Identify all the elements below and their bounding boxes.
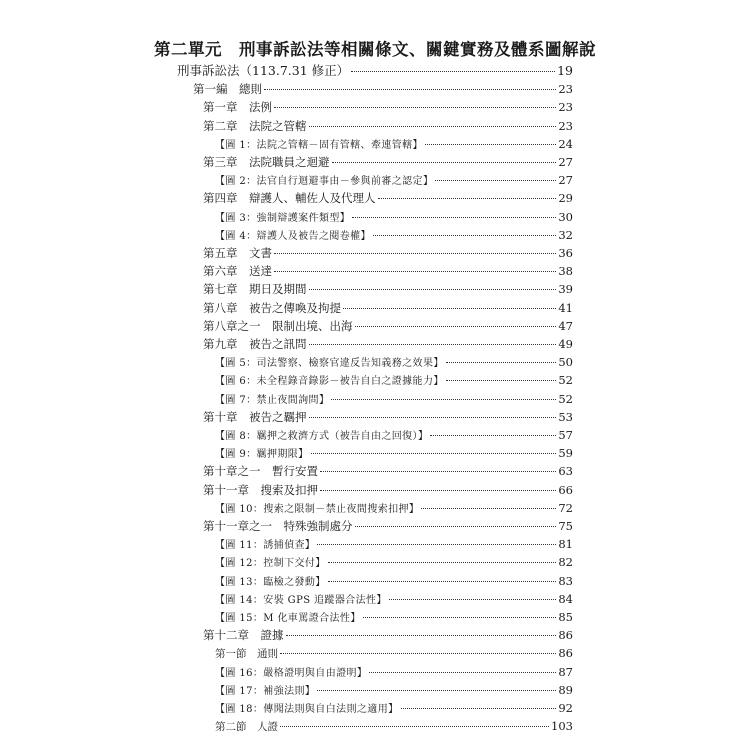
- toc-entry-title: 第二章 法院之管轄: [203, 118, 307, 133]
- toc-entry: [203, 408, 573, 426]
- toc-entry-page: 86: [558, 646, 573, 661]
- toc-entry-title: 【圖 11：誘捕偵查】: [215, 540, 316, 552]
- toc-entry: [203, 335, 573, 353]
- toc-entry: [215, 499, 573, 517]
- toc-entry-page: 83: [558, 573, 573, 588]
- toc-entry-title: 【圖 7：禁止夜間詢問】: [215, 394, 330, 406]
- dot-leader: [363, 617, 557, 618]
- dot-leader: [355, 326, 557, 327]
- dot-leader: [389, 599, 557, 600]
- dot-leader: [309, 289, 557, 290]
- toc-entry: [177, 62, 573, 80]
- dot-leader: [352, 217, 556, 218]
- toc-entry-title: 【圖 16：嚴格證明與自由證明】: [215, 667, 368, 679]
- toc-entry-title: 第十一章 搜索及扣押: [203, 482, 318, 497]
- toc-entry-title: 第十章 被告之羈押: [203, 409, 307, 424]
- dot-leader: [280, 653, 556, 654]
- toc-entry-page: 38: [558, 264, 573, 279]
- toc-entry-page: 52: [558, 373, 573, 388]
- toc-entry-page: 86: [558, 628, 573, 643]
- toc-entry-page: 66: [558, 482, 573, 497]
- toc-entry-page: 82: [558, 555, 573, 570]
- toc-entry-page: 27: [558, 173, 573, 188]
- toc-entry-title: 第五章 文書: [203, 246, 272, 260]
- toc-entry-title: 【圖 5：司法警察、檢察官違反告知義務之效果】: [215, 358, 444, 370]
- dot-leader: [328, 562, 557, 563]
- toc-entry: [203, 189, 573, 207]
- toc-entry: [215, 135, 573, 153]
- toc-entry: [203, 626, 573, 644]
- toc-entry-page: 81: [558, 537, 573, 552]
- toc-entry-title: 第一編 總則: [193, 82, 262, 97]
- toc-entry-title: 第八章 被告之傳喚及拘提: [203, 300, 341, 315]
- toc-entry-title: 【圖 8：羈押之救濟方式（被告自由之回復）】: [215, 431, 429, 442]
- toc-entry-page: 32: [558, 227, 573, 242]
- toc-entry-page: 52: [558, 391, 573, 406]
- toc-entry-page: 39: [558, 282, 573, 297]
- toc-entry-title: 【圖 1：法院之管轄－固有管轄、牽連管轄】: [215, 139, 423, 151]
- toc-entry-title: 【圖 9：羈押期限】: [215, 449, 309, 461]
- toc-entry-title: 第三章 法院職員之迴避: [203, 155, 330, 169]
- toc-entry-page: 23: [558, 100, 573, 115]
- toc-entry-title: 【圖 3：強制辯護案件類型】: [215, 212, 351, 224]
- toc-entry-page: 75: [558, 519, 573, 533]
- toc-entry-page: 92: [558, 701, 573, 715]
- dot-leader: [421, 508, 556, 509]
- dot-leader: [369, 672, 556, 673]
- toc-entry-page: 84: [558, 591, 573, 606]
- toc-entry-page: 59: [558, 446, 573, 461]
- dot-leader: [309, 126, 557, 127]
- toc-entry: [215, 353, 573, 371]
- unit-heading: 第二單元 刑事訴訟法等相關條文、關鍵實務及體系圖解說: [154, 40, 596, 59]
- toc-entry: [215, 553, 573, 571]
- toc-entry: [215, 590, 573, 608]
- dot-leader: [425, 144, 556, 145]
- dot-leader: [355, 526, 557, 527]
- toc-entry-title: 第十章之一 暫行安置: [203, 464, 318, 479]
- dot-leader: [343, 308, 556, 309]
- toc-entry: [203, 317, 573, 335]
- toc-entry-title: 【圖 14：安裝 GPS 追蹤器合法性】: [215, 594, 387, 606]
- dot-leader: [309, 417, 557, 418]
- toc-entry: [215, 644, 573, 662]
- toc-entry-title: 第七章 期日及期間: [203, 282, 307, 297]
- toc-entry: [193, 80, 573, 98]
- toc-entry-title: 第二節 人證: [215, 721, 278, 734]
- toc-entry-page: 36: [558, 246, 573, 260]
- toc-entry: [215, 444, 573, 462]
- toc-entry-page: 47: [558, 318, 573, 333]
- toc-entry: [203, 244, 573, 262]
- dot-leader: [309, 344, 557, 345]
- dot-leader: [328, 581, 557, 582]
- toc-entry-page: 89: [558, 682, 573, 697]
- dot-leader: [446, 380, 557, 381]
- dot-leader: [320, 490, 556, 491]
- toc-entry-page: 63: [558, 464, 573, 479]
- toc-entry-page: 41: [558, 300, 573, 315]
- toc-entry-page: 23: [558, 82, 573, 97]
- toc-entry-page: 49: [558, 337, 573, 351]
- toc-entry-title: 【圖 17：補強法則】: [215, 685, 316, 697]
- toc-entry-page: 19: [557, 63, 573, 78]
- toc-entry: [215, 572, 573, 590]
- toc-entry: [215, 608, 573, 626]
- toc-entry-page: 23: [558, 118, 573, 133]
- toc-entry-page: 72: [558, 500, 573, 515]
- dot-leader: [264, 89, 556, 90]
- dot-leader: [274, 253, 556, 254]
- toc-entry-page: 24: [558, 136, 573, 151]
- dot-leader: [274, 271, 556, 272]
- dot-leader: [286, 635, 557, 636]
- dot-leader: [331, 399, 556, 400]
- toc-entry: [203, 462, 573, 480]
- toc-entry: [203, 481, 573, 499]
- toc-entry: [215, 681, 573, 699]
- toc-entry-title: 【圖 15：M 化車罵證合法性】: [215, 613, 361, 624]
- toc-entry: [215, 208, 573, 226]
- dot-leader: [435, 180, 556, 181]
- toc-entry: [203, 153, 573, 171]
- dot-leader: [332, 162, 557, 163]
- toc-entry: [203, 117, 573, 135]
- toc-entry-page: 87: [558, 664, 573, 679]
- toc-entry: [215, 390, 573, 408]
- dot-leader: [373, 235, 556, 236]
- dot-leader: [430, 435, 556, 436]
- toc-entry-page: 27: [558, 155, 573, 169]
- toc-entry-title: 【圖 12：控制下交付】: [215, 558, 326, 570]
- toc-entry-title: 刑事訴訟法（113.7.31 修正）: [177, 63, 350, 78]
- toc-entry-title: 【圖 4：辯護人及被告之閱卷權】: [215, 230, 371, 242]
- toc-entry-page: 29: [558, 191, 573, 206]
- toc-entry: [215, 226, 573, 244]
- toc-entry: [215, 717, 573, 735]
- toc-entry-title: 第一節 通則: [215, 648, 278, 661]
- toc-entry-page: 50: [558, 355, 573, 370]
- toc-entry-page: 103: [551, 719, 573, 734]
- toc-entry-title: 第一章 法例: [203, 100, 272, 115]
- toc-entry-page: 85: [558, 610, 573, 624]
- toc-entry: [215, 699, 573, 717]
- toc-entry-title: 第四章 辯護人、輔佐人及代理人: [203, 191, 376, 206]
- dot-leader: [446, 362, 557, 363]
- dot-leader: [401, 708, 557, 709]
- toc-entry-title: 【圖 10：搜索之限制－禁止夜間搜索扣押】: [215, 503, 420, 515]
- dot-leader: [280, 726, 549, 727]
- toc-entry-page: 53: [558, 409, 573, 424]
- toc-entry: [203, 98, 573, 116]
- dot-leader: [320, 471, 556, 472]
- toc-entry-page: 57: [558, 428, 573, 442]
- toc-entry: [215, 371, 573, 389]
- toc-entry: [215, 426, 573, 444]
- dot-leader: [317, 690, 556, 691]
- toc-entry: [203, 262, 573, 280]
- toc-entry-title: 第九章 被告之訊問: [203, 337, 307, 351]
- toc-entry-title: 第六章 送達: [203, 264, 272, 279]
- toc-entry-title: 【圖 18：傳聞法則與自白法則之適用】: [215, 704, 399, 715]
- dot-leader: [378, 198, 557, 199]
- toc-entry-title: 【圖 13：臨檢之發動】: [215, 576, 326, 588]
- toc-entry: [203, 517, 573, 535]
- toc-entry-page: 30: [558, 209, 573, 224]
- toc-entry-title: 第八章之一 限制出境、出海: [203, 318, 353, 333]
- dot-leader: [317, 544, 556, 545]
- toc-entry-title: 【圖 2：法官自行迴避事由－參與前審之認定】: [215, 176, 434, 188]
- dot-leader: [274, 107, 556, 108]
- toc-entry: [215, 663, 573, 681]
- toc-entry-title: 【圖 6：未全程錄音錄影－被告自白之證據能力】: [215, 376, 444, 388]
- toc-entry-title: 第十二章 證據: [203, 628, 284, 643]
- dot-leader: [311, 453, 557, 454]
- toc-entry: [203, 280, 573, 298]
- toc-entry-title: 第十一章之一 特殊強制處分: [203, 519, 353, 533]
- dot-leader: [351, 71, 555, 72]
- toc-entry: [215, 171, 573, 189]
- toc-entry: [215, 535, 573, 553]
- toc-entry: [203, 299, 573, 317]
